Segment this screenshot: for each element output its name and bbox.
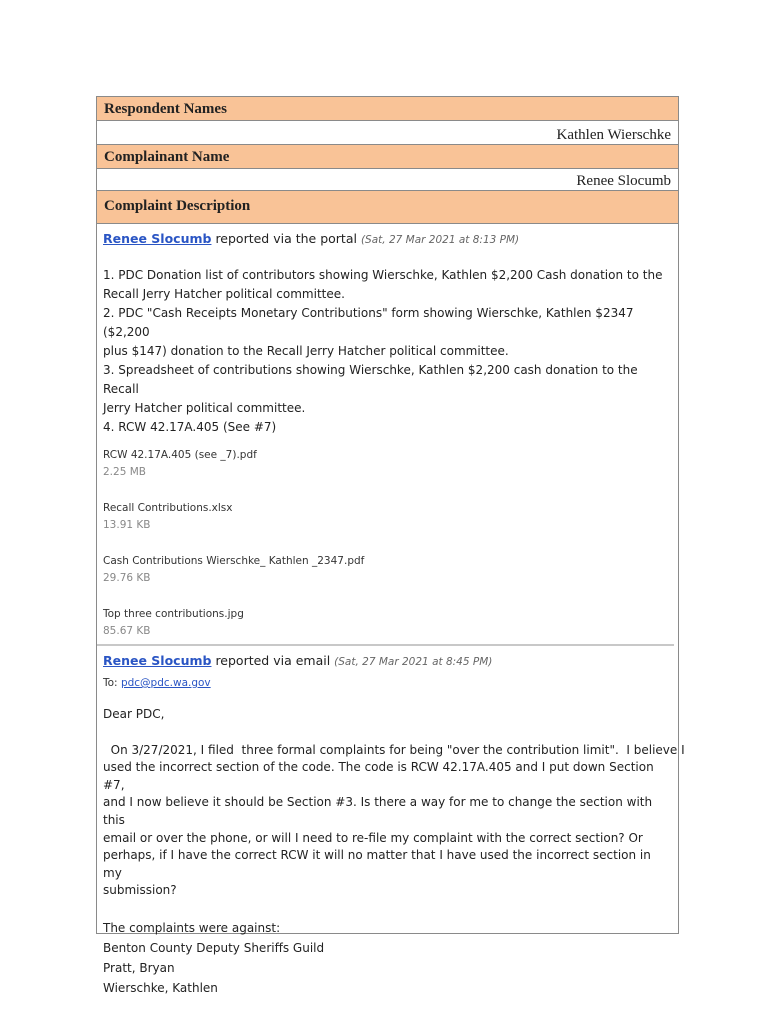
- entry-portal-header: [103, 230, 672, 248]
- attachment-item[interactable]: [103, 553, 672, 606]
- attachment-name[interactable]: Top three contributions.jpg: [103, 608, 244, 620]
- timestamp: (Sat, 27 Mar 2021 at 8:45 PM): [334, 656, 493, 668]
- list-item: Pratt, Bryan: [103, 960, 175, 975]
- recipient-email-link[interactable]: pdc@pdc.wa.gov: [120, 677, 211, 689]
- attachment-list: [103, 447, 672, 644]
- email-line: perhaps, if I have the correct RCW it will no matter that I have used the incorrect section in my: [103, 848, 651, 880]
- author-link[interactable]: Renee Slocumb: [103, 653, 212, 668]
- description-line: Recall Jerry Hatcher political committee.: [103, 287, 345, 301]
- attachment-size: 2.25 MB: [103, 466, 146, 478]
- complaints-list: [103, 918, 672, 998]
- attachment-name[interactable]: Cash Contributions Wierschke_ Kathlen _2347.pdf: [103, 555, 365, 567]
- attachment-item[interactable]: [103, 447, 672, 500]
- description-line: 3. Spreadsheet of contributions showing Wierschke, Kathlen $2,200 cash donation to the Recall: [103, 363, 638, 396]
- email-body: [103, 706, 685, 998]
- report-action: reported via the portal: [211, 231, 361, 246]
- attachment-item[interactable]: [103, 500, 672, 553]
- attachment-size: 13.91 KB: [103, 519, 151, 531]
- entry-divider: [97, 644, 674, 646]
- email-line: submission?: [103, 883, 177, 898]
- respondent-names-header: Respondent Names: [97, 97, 678, 121]
- list-item: Benton County Deputy Sheriffs Guild: [103, 940, 325, 955]
- email-line: used the incorrect section of the code. The code is RCW 42.17A.405 and I put down Section #7,: [103, 760, 654, 792]
- description-line: Jerry Hatcher political committee.: [103, 401, 306, 415]
- complainant-name-header: Complainant Name: [97, 145, 678, 169]
- email-line: and I now believe it should be Section #3. Is there a way for me to change the section with this: [103, 795, 653, 827]
- description-line: plus $147) donation to the Recall Jerry Hatcher political committee.: [103, 344, 509, 358]
- complaint-description-header: Complaint Description: [97, 191, 678, 224]
- author-link[interactable]: Renee Slocumb: [103, 231, 212, 246]
- entry-email-header: [103, 652, 672, 670]
- complainant-name-value: Renee Slocumb: [97, 169, 678, 191]
- respondent-names-value: Kathlen Wierschke: [97, 121, 678, 145]
- list-item: The complaints were against:: [103, 920, 281, 935]
- attachment-name[interactable]: RCW 42.17A.405 (see _7).pdf: [103, 449, 257, 461]
- attachment-item[interactable]: [103, 606, 672, 644]
- portal-description: [103, 266, 672, 437]
- email-greeting: Dear PDC,: [103, 707, 165, 721]
- attachment-size: 85.67 KB: [103, 625, 151, 637]
- list-item: Wierschke, Kathlen: [103, 980, 218, 995]
- complaint-sheet: [96, 96, 685, 995]
- email-line: email or over the phone, or will I need to re-file my complaint with the correct section? Or: [103, 830, 643, 845]
- email-paragraph: [103, 742, 685, 900]
- description-line: 4. RCW 42.17A.405 (See #7): [103, 420, 277, 434]
- attachment-size: 29.76 KB: [103, 572, 151, 584]
- email-recipient: [103, 674, 672, 692]
- email-line: On 3/27/2021, I filed three formal complaints for being "over the contribution limit". I believe I: [103, 742, 685, 757]
- report-action: reported via email: [211, 653, 335, 668]
- timestamp: (Sat, 27 Mar 2021 at 8:13 PM): [360, 234, 520, 246]
- description-line: 1. PDC Donation list of contributors showing Wierschke, Kathlen $2,200 Cash donation to the: [103, 268, 663, 282]
- complaint-description-body: [97, 230, 685, 998]
- attachment-name[interactable]: Recall Contributions.xlsx: [103, 502, 233, 514]
- description-line: 2. PDC "Cash Receipts Monetary Contributions" form showing Wierschke, Kathlen $2347 ($2,200: [103, 306, 634, 339]
- to-label: To:: [103, 677, 121, 689]
